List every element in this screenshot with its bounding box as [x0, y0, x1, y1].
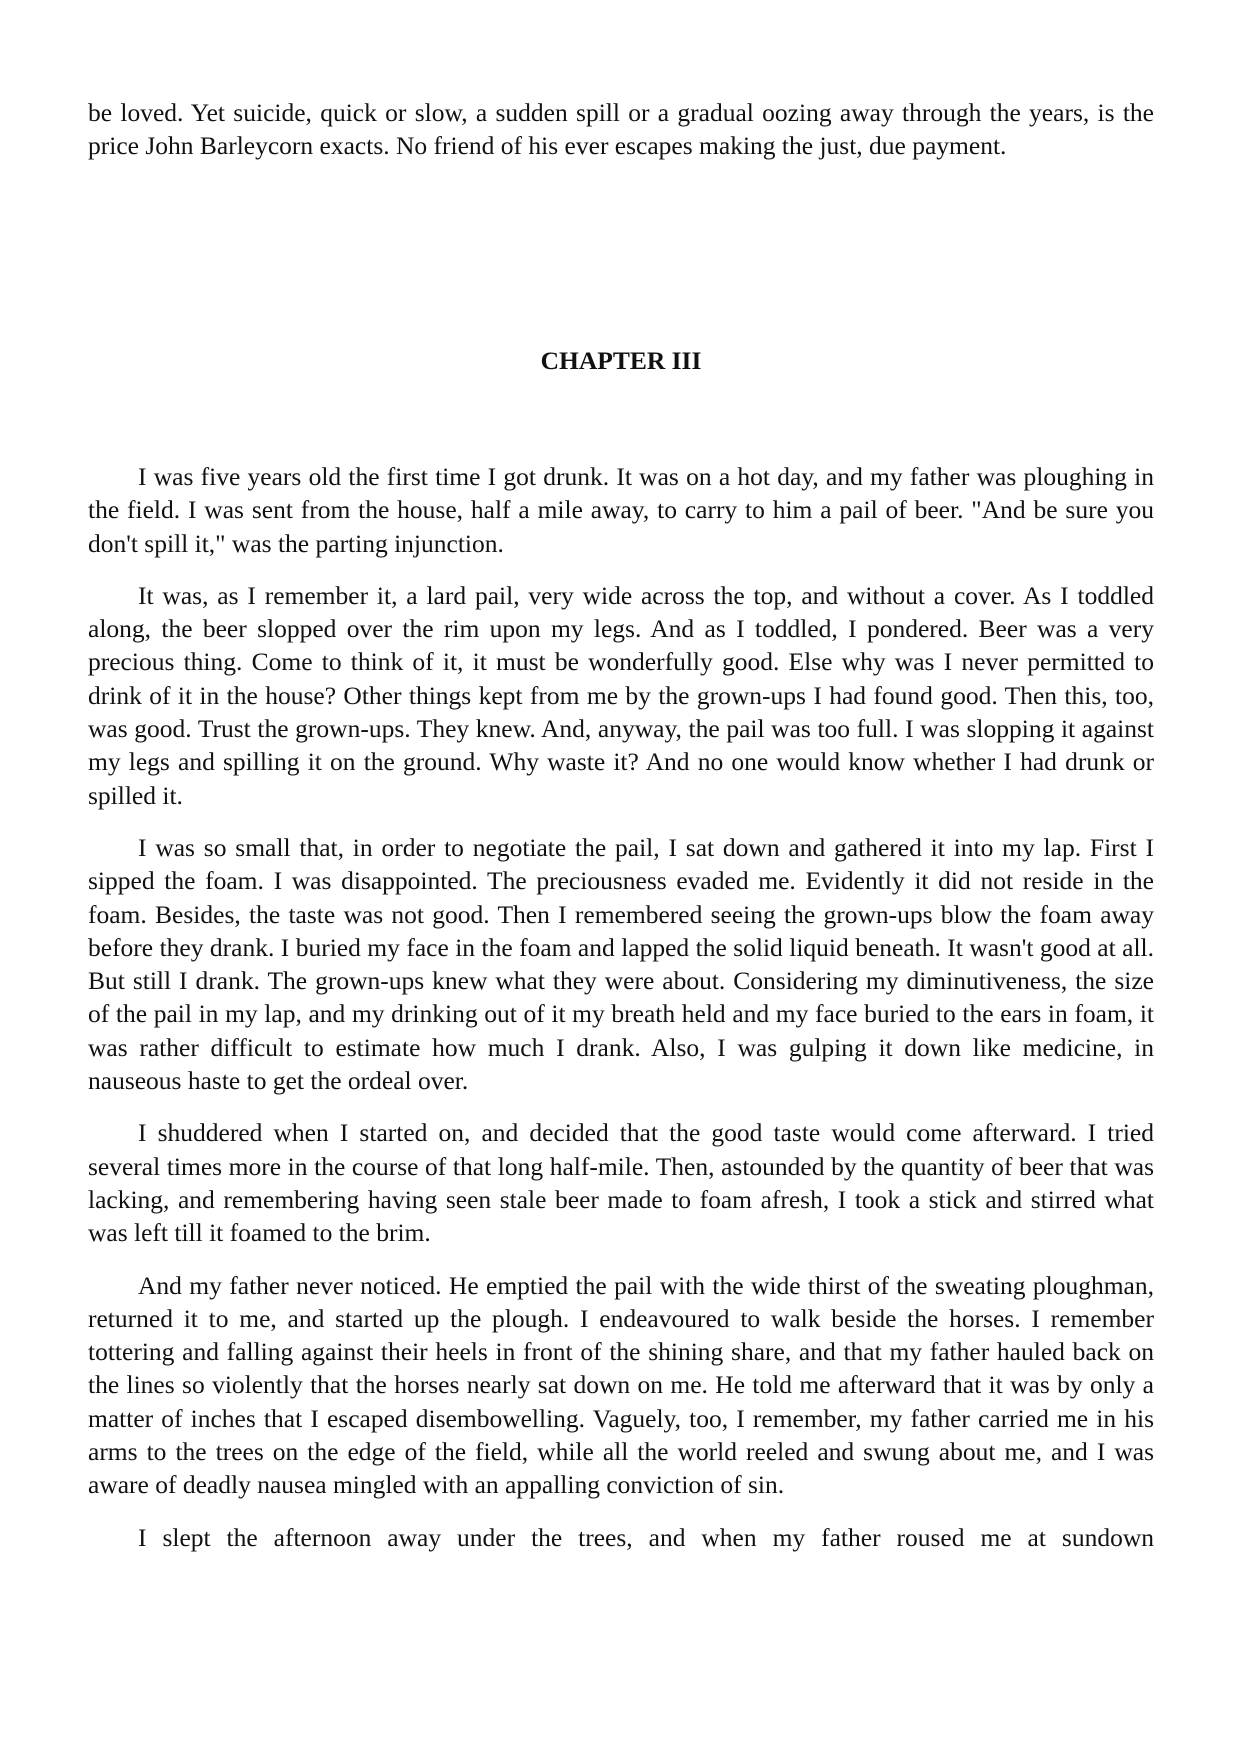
chapter-heading: CHAPTER III: [540, 346, 702, 375]
paragraph: It was, as I remember it, a lard pail, very wide across the top, and without a cover. As I toddled along, the beer slopped over the rim upon my legs. And as I toddled, I pondered. Beer was a very precious thing. Come to think of it, it must be wonderfully good. Else why was I never permitted to drink of it in the house? Other things kept from me by the grown-ups I had found good. Then this, too, was good. Trust the grown-ups. They knew. And, anyway, the pail was too full. I was slopping it against my legs and spilling it on the ground. Why waste it? And no one would know whether I had drunk or spilled it.: [88, 580, 1154, 810]
paragraph: I was five years old the first time I got drunk. It was on a hot day, and my father was ploughing in the field. I was sent from the house, half a mile away, to carry to him a pail of beer. "And be sure you don't spill it," was the parting injunction.: [88, 462, 1154, 558]
paragraph: I slept the afternoon away under the trees, and when my father roused me at sundown: [138, 1522, 1154, 1552]
chapter-body: [88, 460, 1154, 1573]
opening-paragraph: be loved. Yet suicide, quick or slow, a sudden spill or a gradual oozing away through the years, is the price John Barleycorn exacts. No friend of his ever escapes making the just, due payment.: [88, 98, 1154, 161]
paragraph: I shuddered when I started on, and decided that the good taste would come afterward. I tried several times more in the course of that long half-mile. Then, astounded by the quantity of beer that was lacking, and remembering having seen stale beer made to foam afresh, I took a stick and stirred what was left till it foamed to the brim.: [88, 1118, 1154, 1248]
paragraph: And my father never noticed. He emptied the pail with the wide thirst of the sweating ploughman, returned it to me, and started up the plough. I endeavoured to walk beside the horses. I remember tottering and falling against their heels in front of the shining share, and that my father hauled back on the lines so violently that the horses nearly sat down on me. He told me afterward that it was by only a matter of inches that I escaped disembowelling. Vaguely, too, I remember, my father carried me in his arms to the trees on the edge of the field, while all the world reeled and swung about me, and I was aware of deadly nausea mingled with an appalling conviction of sin.: [88, 1270, 1154, 1500]
paragraph: I was so small that, in order to negotiate the pail, I sat down and gathered it into my lap. First I sipped the foam. I was disappointed. The preciousness evaded me. Evidently it did not reside in the foam. Besides, the taste was not good. Then I remembered seeing the grown-ups blow the foam away before they drank. I buried my face in the foam and lapped the solid liquid beneath. It wasn't good at all. But still I drank. The grown-ups knew what they were about. Considering my diminutiveness, the size of the pail in my lap, and my drinking out of it my breath held and my face buried to the ears in foam, it was rather difficult to estimate how much I drank. Also, I was gulping it down like medicine, in nauseous haste to get the ordeal over.: [88, 832, 1154, 1096]
document-page: [88, 96, 1154, 1552]
